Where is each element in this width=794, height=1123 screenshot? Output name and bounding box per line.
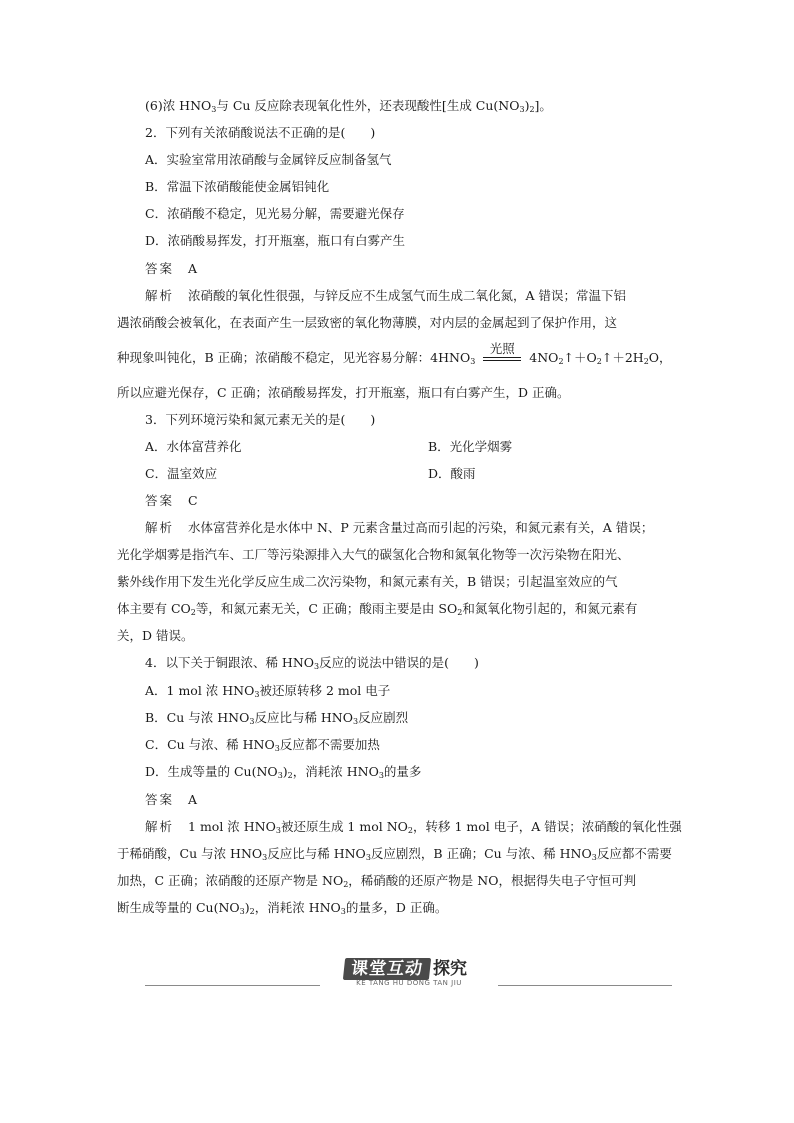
analysis-text: ) (244, 900, 250, 915)
subscript: 2 (596, 357, 602, 366)
intro-line (145, 97, 552, 115)
subscript: 2 (407, 826, 413, 835)
subscript: 3 (314, 662, 320, 671)
subscript: 3 (378, 771, 384, 780)
analysis-label: 解析 (145, 819, 175, 834)
q3-option-c: C．温室效应 (145, 466, 218, 481)
analysis-label: 解析 (145, 288, 175, 303)
subscript: 3 (249, 717, 255, 726)
option-text: 反应比与稀 HNO (254, 710, 353, 725)
analysis-text: 浓硝酸的氧化性很强，与锌反应不生成氢气而生成二氧化氮，A 错误；常温下铝 (188, 288, 627, 303)
subscript: 2 (529, 105, 535, 114)
q2-option-c: C．浓硝酸不稳定，见光易分解，需要避光保存 (145, 206, 405, 221)
subscript: 2 (287, 771, 293, 780)
q2-option-d: D．浓硝酸易挥发，打开瓶塞，瓶口有白雾产生 (145, 233, 406, 248)
q2-analysis-line-1 (145, 287, 626, 305)
subscript: 3 (211, 105, 217, 114)
subscript: 2 (643, 357, 649, 366)
q3-analysis-line-2: 光化学烟雾是指汽车、工厂等污染源排入大气的碳氢化合物和氮氧化物等一次污染物在阳光、 (117, 547, 630, 562)
q3-stem: 3．下列环境污染和氮元素无关的是( ) (145, 412, 376, 427)
option-text: 反应剧烈 (358, 710, 409, 725)
analysis-text: 断生成等量的 Cu(NO (117, 900, 240, 915)
subscript: 3 (239, 907, 245, 916)
q2-option-b: B．常温下浓硝酸能使金属铝钝化 (145, 179, 330, 194)
subscript: 2 (190, 608, 196, 617)
subscript: 3 (340, 907, 346, 916)
subscript: 2 (249, 907, 255, 916)
answer-label: 答案 (145, 493, 175, 508)
subscript: 3 (277, 771, 283, 780)
answer-label: 答案 (145, 792, 175, 807)
q4-analysis-line-3 (117, 872, 636, 890)
q3-analysis-line-5: 关，D 错误。 (117, 628, 194, 643)
banner-rule-left (145, 985, 320, 986)
q4-option-d (145, 763, 421, 781)
banner-badge: 课堂互动 (343, 958, 431, 980)
equals-bar (483, 357, 521, 358)
intro-text: (6)浓 HNO (145, 98, 212, 113)
analysis-text: 反应剧烈，B 正确；Cu 与浓、稀 HNO (370, 846, 592, 861)
option-text: ，消耗浓 HNO (292, 764, 379, 779)
q2-option-a: A．实验室常用浓硝酸与金属锌反应制备氢气 (145, 152, 392, 167)
q3-analysis-line-4 (117, 600, 637, 618)
reaction-condition: 光照 (489, 340, 515, 356)
option-text: C．Cu 与浓、稀 HNO (145, 737, 275, 752)
analysis-text: 于稀硝酸，Cu 与浓 HNO (117, 846, 263, 861)
q2-analysis-line-4: 所以应避光保存，C 正确；浓硝酸易挥发，打开瓶塞，瓶口有白雾产生，D 正确。 (117, 385, 570, 400)
subscript: 3 (353, 717, 359, 726)
q4-analysis-line-2 (117, 845, 672, 863)
q2-stem: 2．下列有关浓硝酸说法不正确的是( ) (145, 125, 376, 140)
q2-analysis-line-3 (117, 340, 672, 368)
analysis-text: 的量多，D 正确。 (345, 900, 448, 915)
option-text: B．Cu 与浓 HNO (145, 710, 250, 725)
q4-option-a (145, 682, 390, 700)
answer-value: A (188, 792, 198, 807)
q4-analysis-line-4 (117, 899, 447, 917)
analysis-text: 被还原生成 1 mol NO (280, 819, 408, 834)
q2-analysis-line-2: 遇浓硝酸会被氧化，在表面产生一层致密的氧化物薄膜，对内层的金属起到了保护作用，这 (117, 315, 618, 330)
q3-option-b: B．光化学烟雾 (428, 439, 513, 454)
option-text: 反应都不需要加热 (279, 737, 380, 752)
q4-analysis-line-1 (145, 818, 682, 836)
reaction-condition-arrow (483, 340, 521, 368)
analysis-text: 4NO (529, 350, 559, 365)
q4-option-b (145, 709, 408, 727)
subscript: 3 (519, 105, 525, 114)
section-banner (145, 958, 672, 992)
analysis-text: 水体富营养化是水体中 N、P 元素含量过高而引起的污染，和氮元素有关，A 错误； (188, 520, 654, 535)
intro-text: 与 Cu 反应除表现氧化性外，还表现酸性[生成 Cu(NO (216, 98, 520, 113)
q2-answer (145, 260, 197, 278)
option-text: D．生成等量的 Cu(NO (145, 764, 278, 779)
subscript: 3 (254, 690, 260, 699)
q3-option-a: A．水体富营养化 (145, 439, 242, 454)
analysis-text: 体主要有 CO (117, 601, 191, 616)
analysis-text: 反应比与稀 HNO (267, 846, 366, 861)
subscript: 3 (591, 853, 597, 862)
q4-stem (145, 654, 479, 672)
option-text: A．1 mol 浓 HNO (145, 683, 255, 698)
analysis-text: 和氮氧化物引起的，和氮元素有 (462, 601, 638, 616)
answer-value: A (188, 261, 198, 276)
analysis-text: 反应都不需要 (596, 846, 672, 861)
analysis-text: ，消耗浓 HNO (254, 900, 341, 915)
equals-bar (483, 360, 521, 361)
analysis-text: 种现象叫钝化，B 正确；浓硝酸不稳定，见光容易分解：4HNO (117, 350, 471, 365)
intro-text: ]。 (534, 98, 552, 113)
intro-text: ) (524, 98, 530, 113)
q4-option-c (145, 736, 380, 754)
analysis-text: 1 mol 浓 HNO (188, 819, 276, 834)
stem-text: 4．以下关于铜跟浓、稀 HNO (145, 655, 315, 670)
option-text: 的量多 (383, 764, 422, 779)
option-text: ) (282, 764, 288, 779)
analysis-text: 等，和氮元素无关，C 正确；酸雨主要是由 SO (195, 601, 458, 616)
subscript: 3 (275, 826, 281, 835)
subscript: 3 (365, 853, 371, 862)
stem-text: 反应的说法中错误的是( ) (319, 655, 479, 670)
subscript: 3 (262, 853, 268, 862)
analysis-text: ，转移 1 mol 电子，A 错误；浓硝酸的氧化性强 (412, 819, 682, 834)
subscript: 2 (343, 880, 349, 889)
banner-title: 探究 (433, 959, 467, 979)
q3-analysis-line-3: 紫外线作用下发生光化学反应生成二次污染物，和氮元素有关，B 错误；引起温室效应的气 (117, 574, 618, 589)
q4-answer (145, 791, 197, 809)
analysis-text: ↑＋O (563, 350, 597, 365)
analysis-label: 解析 (145, 520, 175, 535)
subscript: 2 (558, 357, 564, 366)
analysis-text: O， (648, 350, 672, 365)
subscript: 3 (470, 357, 476, 366)
answer-label: 答案 (145, 261, 175, 276)
analysis-text: ，稀硝酸的还原产物是 NO，根据得失电子守恒可判 (348, 873, 636, 888)
analysis-text: 加热，C 正确；浓硝酸的还原产物是 NO (117, 873, 344, 888)
banner-rule-right (498, 985, 672, 986)
banner-pinyin: KE TANG HU DONG TAN JIU (356, 979, 462, 987)
option-text: 被还原转移 2 mol 电子 (259, 683, 391, 698)
subscript: 2 (457, 608, 463, 617)
answer-value: C (188, 493, 198, 508)
q3-option-d: D．酸雨 (428, 466, 476, 481)
q3-answer (145, 492, 198, 510)
subscript: 3 (274, 744, 280, 753)
analysis-text: ↑＋2H (601, 350, 644, 365)
q3-analysis-line-1 (145, 519, 653, 537)
